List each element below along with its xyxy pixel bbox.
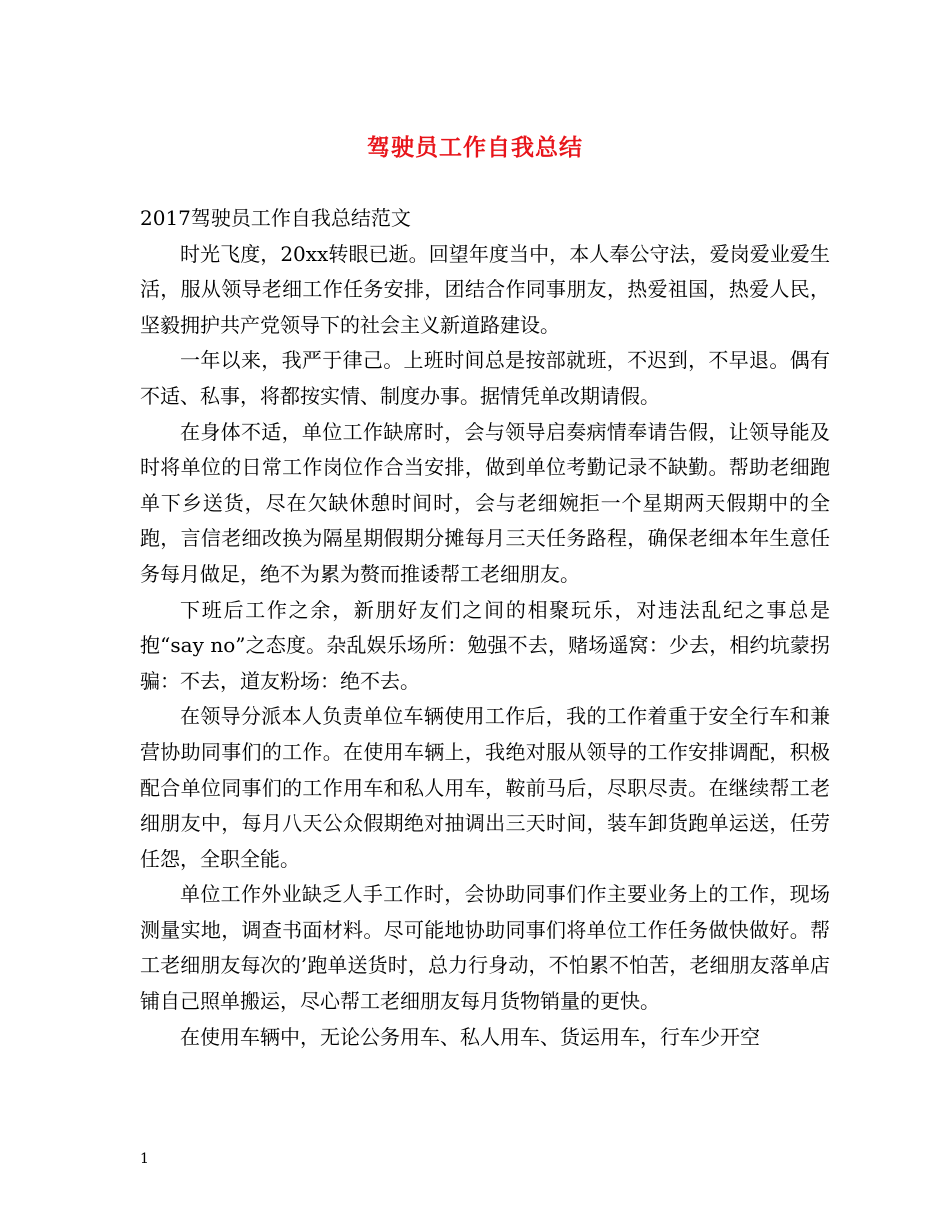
paragraph-4: 下班后工作之余，新朋好友们之间的相聚玩乐，对违法乱纪之事总是抱“say no”之态度。杂乱娱乐场所：勉强不去，赌场遥窝：少去，相约坑蒙拐骗：不去，道友粉场：绝不去。 <box>140 597 830 693</box>
document-subtitle: 2017驾驶员工作自我总结范文 <box>140 206 411 230</box>
paragraph-1: 时光飞度，20xx转眼已逝。回望年度当中，本人奉公守法，爱岗爱业爱生活，服从领导老细工作任务安排，团结合作同事朋友，热爱祖国，热爱人民，坚毅拥护共产党领导下的社会主义新道路建设。 <box>140 241 830 337</box>
document-title: 驾驶员工作自我总结 <box>367 134 583 161</box>
paragraph-7: 在使用车辆中，无论公务用车、私人用车、货运用车，行车少开空 <box>180 1024 760 1049</box>
page-number: 1 <box>140 1151 149 1167</box>
paragraph-3: 在身体不适，单位工作缺席时，会与领导启奏病情奉请告假，让领导能及时将单位的日常工作岗位作合当安排，做到单位考勤记录不缺勤。帮助老细跑单下乡送货，尽在欠缺休憩时间时，会与老细婉拒一个星期两天假期中的全跑，言信老细改换为隔星期假期分摊每月三天任务路程，确保老细本年生意任务每月做足，绝不为累为赘而推诿帮工老细朋友。 <box>140 419 830 586</box>
paragraph-5: 在领导分派本人负责单位车辆使用工作后，我的工作着重于安全行车和兼营协助同事们的工作。在使用车辆上，我绝对服从领导的工作安排调配，积极配合单位同事们的工作用车和私人用车，鞍前马后，尽职尽责。在继续帮工老细朋友中，每月八天公众假期绝对抽调出三天时间，装车卸货跑单运送，任劳任怨，全职全能。 <box>140 704 830 871</box>
document-body <box>140 201 830 1055</box>
paragraph-2: 一年以来，我严于律己。上班时间总是按部就班，不迟到，不早退。偶有不适、私事，将都按实情、制度办事。据情凭单改期请假。 <box>140 348 830 408</box>
paragraph-6: 单位工作外业缺乏人手工作时，会协助同事们作主要业务上的工作，现场测量实地，调查书面材料。尽可能地协助同事们将单位工作任务做快做好。帮工老细朋友每次的’跑单送货时，总力行身动，不怕累不怕苦，老细朋友落单店铺自己照单搬运，尽心帮工老细朋友每月货物销量的更快。 <box>140 882 830 1014</box>
